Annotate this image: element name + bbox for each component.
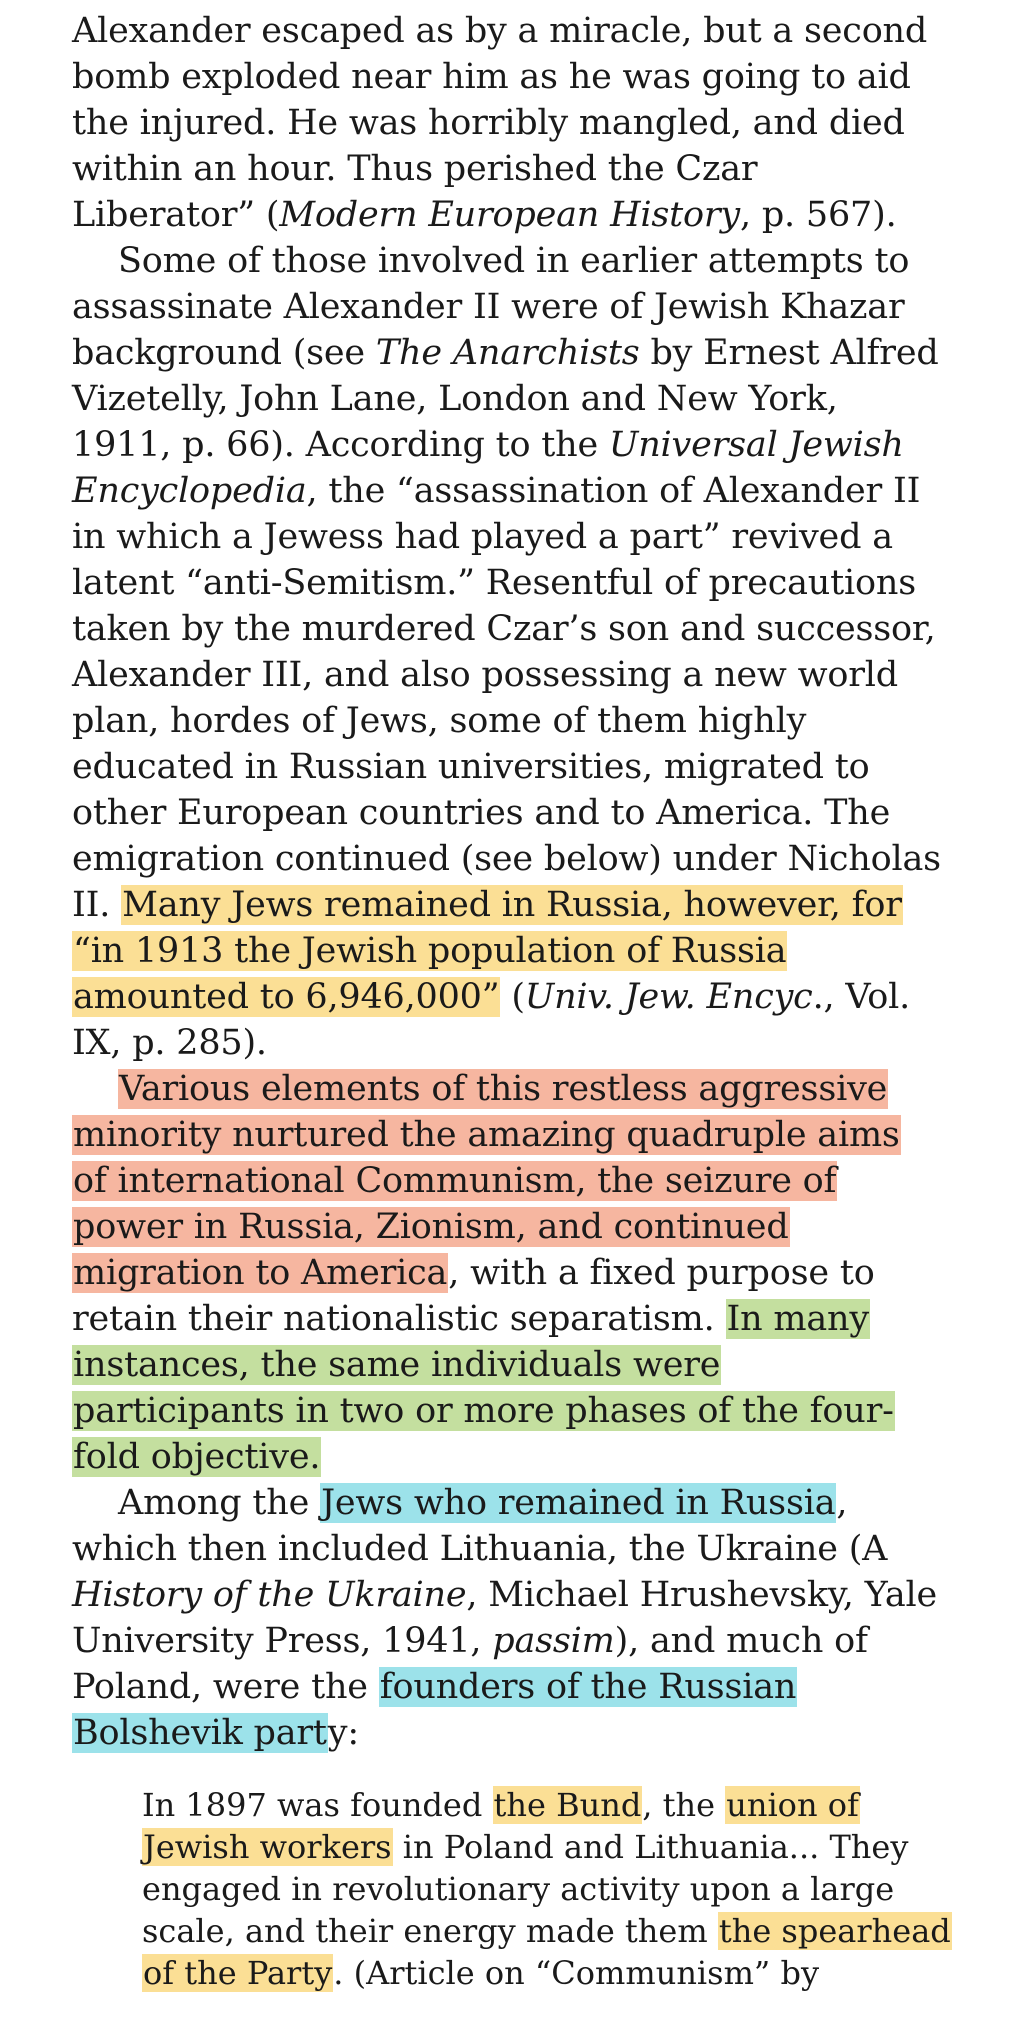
- highlight-yellow[interactable]: amounted to 6,946,000”: [73, 977, 500, 1017]
- text-line: Alexander escaped as by a miracle, but a second: [72, 11, 928, 51]
- highlight-yellow[interactable]: Many Jews remained in Russia, however, for: [122, 885, 902, 925]
- highlight-blue[interactable]: Bolshevik part: [73, 1713, 327, 1753]
- text-line: [72, 1434, 321, 1480]
- italic-term: passim: [492, 1621, 615, 1661]
- highlight-red[interactable]: power in Russia, Zionism, and continued: [73, 1207, 789, 1247]
- quote-line: engaged in revolutionary activity upon a large: [142, 1870, 895, 1908]
- paragraph-start: [118, 1066, 888, 1112]
- text-line: [72, 1112, 901, 1158]
- highlight-green[interactable]: In many: [726, 1299, 869, 1339]
- book-title: Univ. Jew. Encyc: [524, 977, 813, 1017]
- text-line: assassinate Alexander II were of Jewish Khazar: [72, 287, 905, 327]
- text-line: latent “anti-Semitism.” Resentful of precautions: [72, 563, 916, 603]
- highlight-yellow[interactable]: of the Party: [143, 1954, 333, 1992]
- highlight-red[interactable]: of international Communism, the seizure of: [73, 1161, 837, 1201]
- highlight-red[interactable]: minority nurtured the amazing quadruple aims: [73, 1115, 900, 1155]
- quote-line: In 1897 was founded the Bund, the union of: [142, 1786, 859, 1824]
- highlight-red[interactable]: migration to America: [73, 1253, 448, 1293]
- book-title: Modern European History: [279, 195, 740, 235]
- text-line: IX, p. 285).: [72, 1023, 267, 1063]
- text-line: in which a Jewess had played a part” revived a: [72, 517, 893, 557]
- highlight-blue[interactable]: founders of the Russian: [379, 1667, 797, 1707]
- book-title: History of the Ukraine: [72, 1575, 467, 1615]
- book-title: Universal Jewish: [608, 425, 904, 465]
- text-line: amounted to 6,946,000” (Univ. Jew. Encyc., Vol.: [73, 977, 911, 1017]
- text-line: emigration continued (see below) under Nicholas: [72, 839, 941, 879]
- text-line: Poland, were the founders of the Russian: [72, 1667, 797, 1707]
- text-line: Liberator” (Modern European History, p. 567).: [72, 195, 897, 235]
- quote-line: of the Party. (Article on “Communism” by: [143, 1954, 820, 1992]
- text-line: [72, 1388, 895, 1434]
- text-line: other European countries and to America. The: [72, 793, 891, 833]
- text-line: migration to America, with a fixed purpose to: [73, 1253, 875, 1293]
- text-line: Alexander III, and also possessing a new world: [72, 655, 898, 695]
- text-line: within an hour. Thus perished the Czar: [72, 149, 758, 189]
- quote-line: scale, and their energy made them the spearhead: [142, 1912, 951, 1950]
- text-line: Vizetelly, John Lane, London and New York,: [72, 379, 838, 419]
- text-line: taken by the murdered Czar’s son and successor,: [72, 609, 936, 649]
- text-line: University Press, 1941, passim), and much of: [72, 1621, 868, 1661]
- text-line: retain their nationalistic separatism. In many: [72, 1299, 869, 1339]
- quote-line: Jewish workers in Poland and Lithuania... They: [143, 1828, 909, 1866]
- text-line: the injured. He was horribly mangled, and died: [72, 103, 905, 143]
- text-line: History of the Ukraine, Michael Hrushevsky, Yale: [72, 1575, 938, 1615]
- text-line: educated in Russian universities, migrated to: [72, 747, 870, 787]
- text-line: 1911, p. 66). According to the Universal Jewish: [72, 425, 904, 465]
- paragraph-start: Among the Jews who remained in Russia,: [118, 1483, 848, 1523]
- text-line: background (see The Anarchists by Ernest Alfred: [72, 333, 939, 373]
- highlight-yellow[interactable]: Jewish workers: [143, 1828, 392, 1866]
- highlight-red[interactable]: Various elements of this restless aggressive: [119, 1069, 888, 1109]
- text-line: [72, 1158, 837, 1204]
- text-line: bomb exploded near him as he was going to aid: [72, 57, 911, 97]
- text-line: plan, hordes of Jews, some of them highly: [72, 701, 807, 741]
- highlight-green[interactable]: participants in two or more phases of the four-: [73, 1391, 894, 1431]
- text-line: [72, 1342, 721, 1388]
- text-line: which then included Lithuania, the Ukraine (A: [72, 1529, 888, 1569]
- text-line: [72, 928, 787, 974]
- highlight-green[interactable]: instances, the same individuals were: [73, 1345, 721, 1385]
- highlight-yellow[interactable]: “in 1913 the Jewish population of Russia: [73, 931, 787, 971]
- highlight-yellow[interactable]: the spearhead: [718, 1912, 951, 1950]
- text-line: Encyclopedia, the “assassination of Alexander II: [72, 471, 921, 511]
- text-line: [72, 1204, 790, 1250]
- book-title: Encyclopedia: [72, 471, 307, 511]
- book-title: The Anarchists: [375, 333, 640, 373]
- text-line: II. Many Jews remained in Russia, however, for: [72, 885, 902, 925]
- highlight-yellow[interactable]: the Bund: [493, 1786, 642, 1824]
- paragraph-start: Some of those involved in earlier attempts to: [118, 241, 910, 281]
- highlight-yellow[interactable]: union of: [726, 1786, 859, 1824]
- highlight-green[interactable]: fold objective.: [73, 1437, 321, 1477]
- text-line: Bolshevik party:: [73, 1713, 359, 1753]
- highlight-blue[interactable]: Jews who remained in Russia: [321, 1483, 836, 1523]
